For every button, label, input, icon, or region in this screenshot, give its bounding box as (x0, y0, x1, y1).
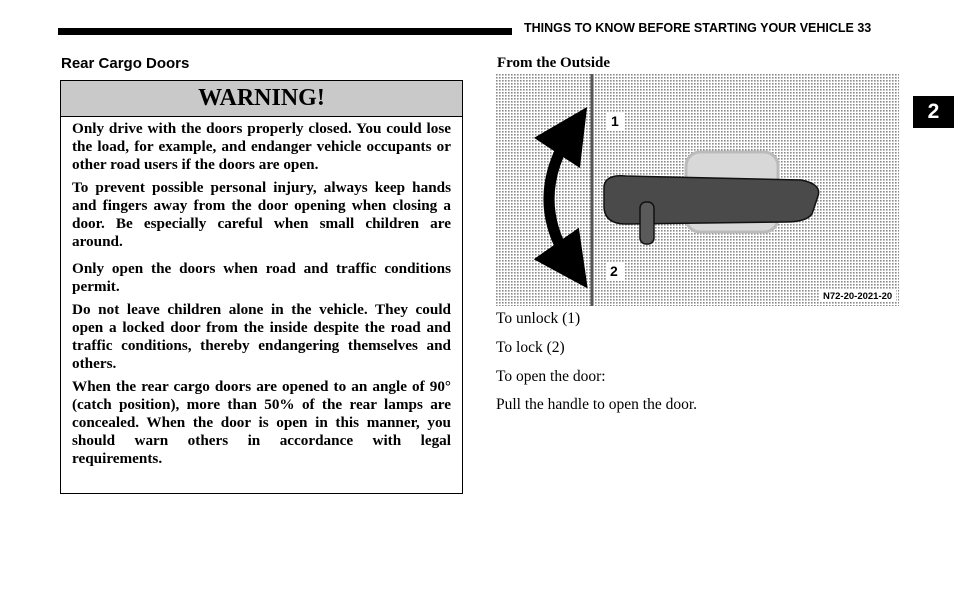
door-handle-figure (496, 74, 899, 306)
header-rule (58, 28, 512, 35)
section-title: Rear Cargo Doors (61, 55, 190, 72)
body-text-unlock: To unlock (1) (496, 310, 581, 327)
warning-box (60, 80, 463, 494)
chapter-tab: 2 (913, 96, 954, 128)
figure-id: N72-20-2021-20 (823, 291, 893, 302)
running-header: THINGS TO KNOW BEFORE STARTING YOUR VEHICLE 33 (524, 21, 872, 35)
body-text-lock: To lock (2) (496, 339, 565, 356)
figure-caption: From the Outside (497, 55, 611, 71)
warning-paragraph: Do not leave children alone in the vehicle. They could open a locked door from the inside despite the road and traffic conditions, thereby endangering themselves and others. (72, 301, 451, 372)
body-text-pull-handle: Pull the handle to open the door. (496, 396, 698, 413)
lock-cylinder (640, 202, 654, 244)
warning-paragraph: When the rear cargo doors are opened to an angle of 90° (catch position), more than 50% of the rear lamps are concealed. When the door is open in this manner, you should warn others in accordance with legal requirements. (72, 378, 451, 467)
warning-paragraph: To prevent possible personal injury, always keep hands and fingers away from the door opening when closing a door. Be especially careful when small children are around. (72, 179, 451, 250)
body-text-open-heading: To open the door: (496, 368, 606, 385)
warning-heading: WARNING! (61, 81, 462, 117)
callout-2: 2 (610, 263, 618, 279)
callout-1: 1 (611, 113, 619, 129)
warning-body (61, 117, 462, 468)
warning-paragraph: Only drive with the doors properly closed. You could lose the load, for example, and endanger vehicle occupants or other road users if the doors are open. (72, 120, 451, 173)
warning-paragraph: Only open the doors when road and traffic conditions permit. (72, 260, 451, 295)
door-handle (604, 176, 819, 224)
